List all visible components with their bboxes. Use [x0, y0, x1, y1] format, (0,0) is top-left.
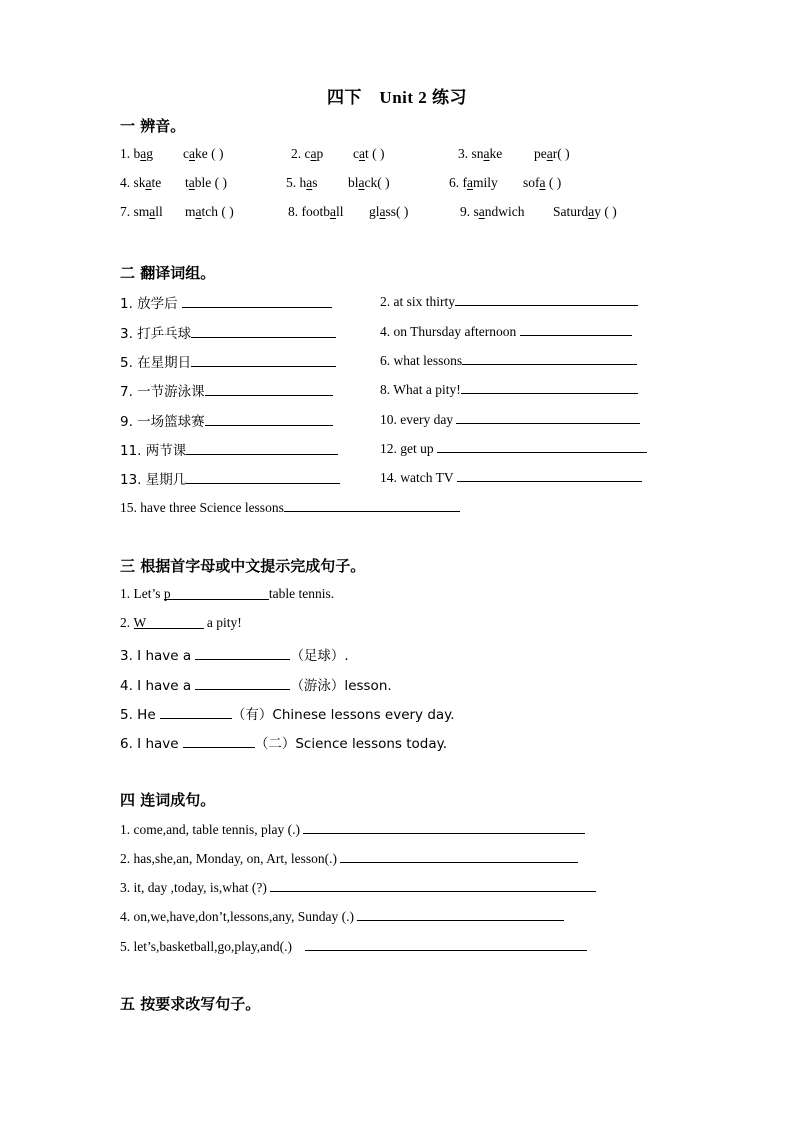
s3-item: 4. I have a （游泳）lesson. — [120, 678, 392, 694]
s1-word: table ( ) — [185, 175, 227, 190]
s1-word: black( ) — [348, 175, 390, 190]
answer-line[interactable] — [305, 937, 587, 951]
answer-line[interactable] — [303, 820, 585, 834]
s1-word: 7. small — [120, 204, 163, 219]
s4-item: 4. on,we,have,don’t,lessons,any, Sunday (.) — [120, 907, 564, 925]
s2-item: 5. 在星期日 — [120, 351, 336, 371]
s2-item: 8. What a pity! — [380, 380, 638, 398]
s3-item: 5. He （有）Chinese lessons every day. — [120, 707, 455, 723]
answer-line[interactable] — [270, 878, 596, 892]
s1-word: sofa ( ) — [523, 175, 562, 190]
s2-item: 4. on Thursday afternoon — [380, 322, 632, 340]
section-5-heading: 五 按要求改写句子。 — [120, 995, 261, 1013]
s2-item: 10. every day — [380, 410, 640, 428]
s2-item: 14. watch TV — [380, 468, 642, 486]
s2-item: 7. 一节游泳课 — [120, 380, 333, 400]
s2-row-last — [120, 498, 460, 516]
s2-item: 15. have three Science lessons — [120, 500, 284, 515]
s1-word: 8. football — [288, 204, 344, 219]
s2-item: 9. 一场篮球赛 — [120, 410, 333, 430]
section-2-heading: 二 翻译词组。 — [120, 264, 216, 282]
section-1-heading: 一 辨音。 — [120, 117, 186, 135]
s4-item: 2. has,she,an, Monday, on, Art, lesson(.) — [120, 849, 578, 867]
fill-blank[interactable] — [160, 705, 232, 719]
s3-item: 1. Let’s p table tennis. — [120, 586, 335, 601]
s3-item: 2. W a pity! — [120, 615, 242, 630]
s1-word: 6. family — [449, 175, 498, 190]
s1-word: cat ( ) — [353, 146, 385, 161]
fill-blank[interactable]: W — [134, 615, 204, 629]
s2-item: 13. 星期几 — [120, 468, 340, 488]
s1-word: 9. sandwich — [460, 204, 525, 219]
fill-blank[interactable] — [195, 676, 290, 690]
s4-item: 3. it, day ,today, is,what (?) — [120, 878, 596, 896]
s2-item: 11. 两节课 — [120, 439, 338, 459]
answer-line[interactable] — [340, 849, 578, 863]
fill-blank[interactable] — [195, 646, 290, 660]
s1-word: match ( ) — [185, 204, 234, 219]
page-title: 四下 Unit 2 练习 — [326, 88, 468, 107]
s2-item: 1. 放学后 — [120, 292, 332, 312]
s2-item: 6. what lessons — [380, 351, 637, 369]
s1-word: glass( ) — [369, 204, 409, 219]
s1-word: 2. cap — [291, 146, 324, 161]
s3-item: 3. I have a （足球）. — [120, 648, 349, 664]
fill-blank[interactable]: p — [164, 586, 269, 600]
s1-word: pear( ) — [534, 146, 570, 161]
s2-item: 12. get up — [380, 439, 647, 457]
s1-word: cake ( ) — [183, 146, 224, 161]
section-3-heading: 三 根据首字母或中文提示完成句子。 — [120, 557, 366, 575]
section-4-heading: 四 连词成句。 — [120, 791, 216, 809]
s4-item: 1. come,and, table tennis, play (.) — [120, 820, 585, 838]
answer-line[interactable] — [357, 907, 564, 921]
s1-word: 3. snake — [458, 146, 503, 161]
s4-item: 5. let’s,basketball,go,play,and(.) — [120, 937, 587, 955]
s1-word: 5. has — [286, 175, 318, 190]
fill-blank[interactable] — [183, 734, 255, 748]
s1-word: 4. skate — [120, 175, 162, 190]
s1-word: Saturday ( ) — [553, 204, 617, 219]
s3-item: 6. I have （二）Science lessons today. — [120, 736, 447, 752]
s2-item: 2. at six thirty — [380, 292, 638, 310]
s2-item: 3. 打乒乓球 — [120, 322, 336, 342]
s1-word: 1. bag — [120, 146, 153, 161]
